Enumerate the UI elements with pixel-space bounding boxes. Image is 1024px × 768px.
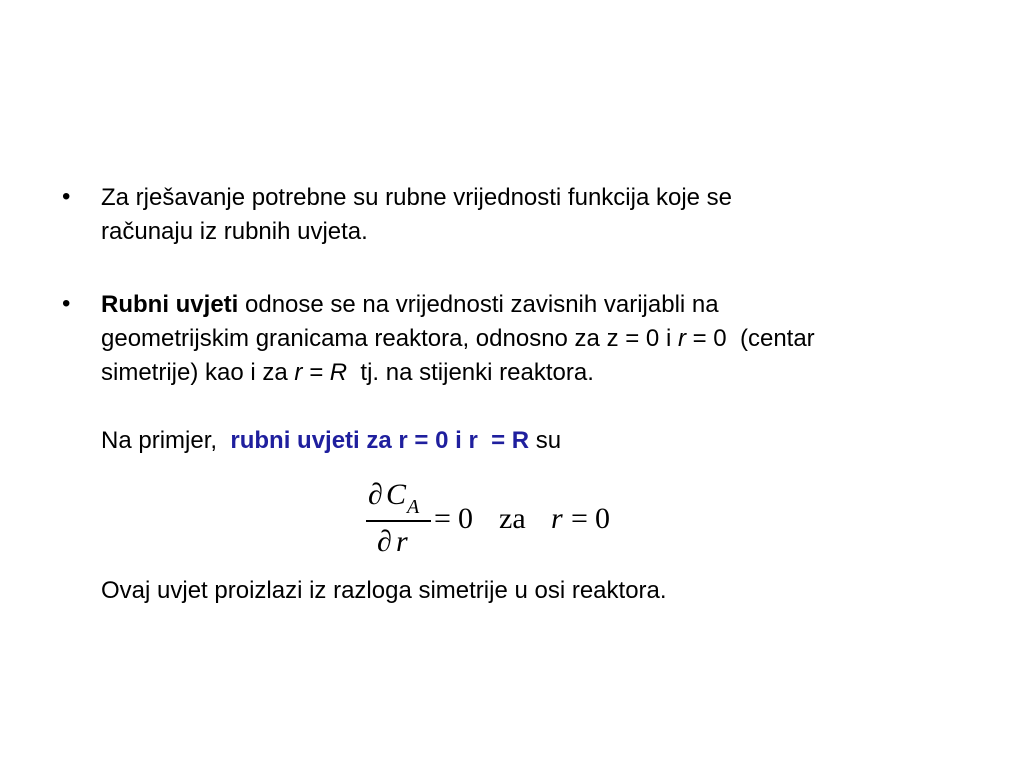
variable-r: r	[294, 359, 303, 386]
bullet-2: •	[62, 290, 71, 317]
variable-R: R	[329, 359, 348, 386]
partial-symbol-numerator: ∂	[368, 478, 383, 511]
example-line	[101, 424, 981, 458]
variable-r: r	[677, 325, 686, 352]
zero-value: 0	[595, 502, 610, 535]
radius-symbol: r	[396, 525, 408, 558]
concentration-symbol: C	[386, 478, 407, 511]
conclusion-line	[101, 574, 981, 608]
paragraph-2	[101, 288, 981, 390]
paragraph-1-line-2: računaju iz rubnih uvjeta.	[101, 218, 368, 245]
conclusion-text: Ovaj uvjet proizlazi iz razloga simetrije u osi reaktora.	[101, 577, 667, 604]
equals-sign: =	[434, 502, 451, 535]
paragraph-2-line-3	[101, 356, 981, 390]
equals-sign: =	[571, 502, 588, 535]
paragraph-2-line-2-b: = 0 (centar	[685, 325, 815, 352]
radius-symbol: r	[551, 502, 563, 535]
example-suffix: su	[529, 427, 562, 454]
example-prefix: Na primjer,	[101, 427, 231, 454]
rubni-uvjeti-term: Rubni uvjeti	[101, 291, 239, 318]
zero-value: 0	[458, 502, 473, 535]
paragraph-2-line-1	[101, 288, 981, 322]
paragraph-1	[101, 181, 981, 249]
paragraph-2-line-2-a: geometrijskim granicama reaktora, odnosno za z = 0 i	[101, 325, 678, 352]
paragraph-1-line-1: Za rješavanje potrebne su rubne vrijednosti funkcija koje se	[101, 184, 733, 211]
example-highlight: rubni uvjeti za r = 0 i r = R	[230, 427, 530, 454]
paragraph-2-line-3-b: tj. na stijenki reaktora.	[347, 359, 594, 386]
boundary-condition-formula	[360, 478, 640, 568]
partial-symbol-denominator: ∂	[377, 525, 392, 558]
fraction-bar	[366, 520, 431, 522]
paragraph-2-line-1-rest: odnose se na vrijednosti zavisnih varijabli na	[238, 291, 719, 318]
equals-sign: =	[302, 359, 330, 386]
paragraph-2-line-2	[101, 322, 981, 356]
concentration-subscript: A	[407, 496, 420, 518]
bullet-1: •	[62, 183, 71, 210]
paragraph-2-line-3-a: simetrije) kao i za	[101, 359, 295, 386]
za-word: za	[499, 502, 526, 535]
example-line-text	[101, 424, 981, 458]
